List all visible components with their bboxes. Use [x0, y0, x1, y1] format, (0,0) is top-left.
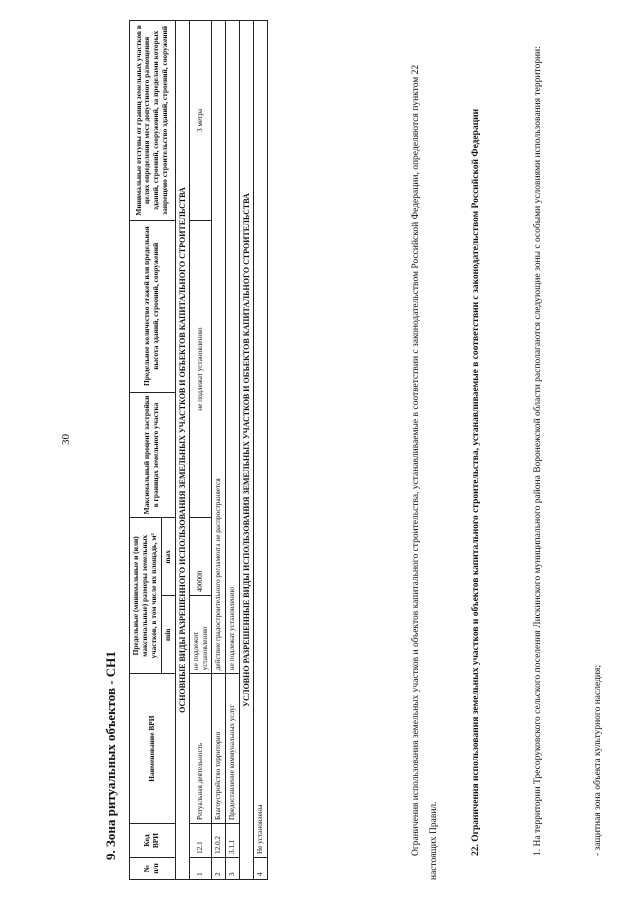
page-number: 30: [60, 434, 72, 445]
col-name: Наименование ВРИ: [130, 674, 176, 824]
cell-name: Предоставление коммунальных услуг: [226, 674, 240, 824]
rotated-content: [95, 0, 640, 890]
cell-note: действие градостроительного регламента не распространяется: [212, 21, 226, 674]
paragraph-list-item: - защитная зона объекта культурного наследия;: [593, 665, 603, 856]
col-size: Предельные (минимальные и (или) максимальные) размеры земельных участков, в том числе их площадь, м²: [130, 518, 162, 674]
cell-code: 12.0.2: [212, 824, 226, 858]
cell-name: Не установлены: [254, 21, 268, 858]
table-row: [254, 21, 268, 880]
cell-num: 3: [226, 858, 240, 880]
col-floors: Предельное количество этажей или предельная высота зданий, строений, сооружений: [130, 220, 176, 392]
col-num: № п/п: [130, 858, 176, 880]
zone-title: 9. Зона ритуальных объектов - СН1: [103, 651, 118, 860]
table-row: [190, 21, 212, 880]
cell-max: 400000: [190, 518, 212, 596]
cell-name: Ритуальная деятельность: [190, 674, 212, 824]
paragraph-1: 1. На территории Тресоруковского сельского поселения Лискинского муниципального района Воронежской области располагаются следующие зоны с особыми условиями использования территории:: [533, 46, 543, 856]
col-max: max: [161, 518, 175, 596]
table-row: [212, 21, 226, 880]
regulation-table: [129, 20, 268, 880]
cell-setback: 3 метра: [190, 21, 212, 221]
cell-name: Благоустройство территории: [212, 674, 226, 824]
col-setbacks: Минимальные отступы от границ земельных участков в целях определения мест допустимого размещения зданий, строений, сооружений, за пределами которых запрещено строительство зданий, строений, сооружений: [130, 21, 176, 221]
col-min: min: [161, 596, 175, 674]
section-22-heading: 22. Ограничения использования земельных участков и объектов капитального строительства, устанавливаемые в соответствии с законодательством Российской Федерации: [471, 108, 481, 856]
cell-num: 2: [212, 858, 226, 880]
section-conditional: УСЛОВНО РАЗРЕШЕННЫЕ ВИДЫ ИСПОЛЬЗОВАНИЯ ЗЕМЕЛЬНЫХ УЧАСТКОВ И ОБЪЕКТОВ КАПИТАЛЬНОГО СТРОИТЕЛЬСТВА: [239, 21, 254, 880]
cell-num: 1: [190, 858, 212, 880]
section-main: ОСНОВНЫЕ ВИДЫ РАЗРЕШЕННОГО ИСПОЛЬЗОВАНИЯ ЗЕМЕЛЬНЫХ УЧАСТКОВ И ОБЪЕКТОВ КАПИТАЛЬНОГО СТРОИТЕЛЬСТВА: [175, 21, 190, 880]
cell-num: 4: [254, 858, 268, 880]
cell-floors: не подлежат установлению: [190, 220, 212, 518]
cell-note: не подлежат установлению: [226, 21, 240, 674]
cell-code: 3.1.1: [226, 824, 240, 858]
cell-code: 12.1: [190, 824, 212, 858]
restrictions-paragraph: Ограничения использования земельных участков и объектов капитального строительства, устанавливаемые в соответствии с законодательством Российской Федерации, определяются пунктом 22 настоящих Правил.: [411, 64, 440, 880]
col-percent: Максимальный процент застройки в границах земельного участка: [130, 392, 176, 518]
col-code: Код ВРИ: [130, 824, 176, 858]
cell-min: не подлежит установлению: [190, 596, 212, 674]
table-row: [226, 21, 240, 880]
